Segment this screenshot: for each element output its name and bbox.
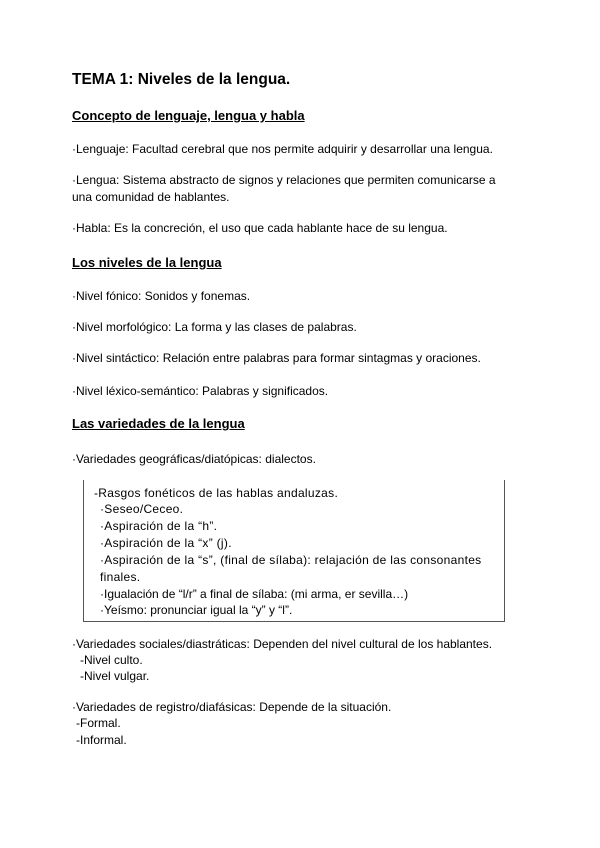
section-heading-concepto: Concepto de lenguaje, lengua y habla bbox=[72, 108, 305, 123]
variedades-sociales: ·Variedades sociales/diastráticas: Dependen del nivel cultural de los hablantes. bbox=[72, 637, 493, 651]
registro-formal: -Formal. bbox=[76, 716, 121, 730]
rasgos-foneticos-box bbox=[83, 480, 505, 622]
box-item-yeismo: ·Yeísmo: pronunciar igual la “y” y “l”. bbox=[100, 603, 293, 617]
box-item-aspiracion-x: ·Aspiración de la “x” (j). bbox=[100, 536, 232, 550]
definition-habla: ·Habla: Es la concreción, el uso que cada hablante hace de su lengua. bbox=[72, 221, 448, 235]
box-item-igualacion: ·Igualación de “l/r” a final de sílaba: (mi arma, er sevilla…) bbox=[100, 587, 409, 601]
nivel-fonico: ·Nivel fónico: Sonidos y fonemas. bbox=[72, 289, 251, 303]
page-title: TEMA 1: Niveles de la lengua. bbox=[72, 71, 291, 88]
variedades-geograficas: ·Variedades geográficas/diatópicas: dialectos. bbox=[72, 452, 316, 466]
nivel-morfologico: ·Nivel morfológico: La forma y las clases de palabras. bbox=[72, 320, 357, 334]
definition-lengua: ·Lengua: Sistema abstracto de signos y relaciones que permiten comunicarse a una comunidad de hablantes. bbox=[72, 173, 496, 204]
definition-lenguaje: ·Lenguaje: Facultad cerebral que nos permite adquirir y desarrollar una lengua. bbox=[72, 142, 493, 156]
section-heading-variedades: Las variedades de la lengua bbox=[72, 416, 245, 431]
box-item-seseo: ·Seseo/Ceceo. bbox=[100, 502, 184, 516]
box-item-aspiracion-h: ·Aspiración de la “h”. bbox=[100, 519, 218, 533]
box-item-aspiracion-s: ·Aspiración de la “s”, (final de sílaba): relajación de las consonantes bbox=[100, 553, 482, 567]
nivel-sintactico: ·Nivel sintáctico: Relación entre palabras para formar sintagmas y oraciones. bbox=[72, 351, 481, 365]
nivel-culto: -Nivel culto. bbox=[80, 653, 143, 667]
box-item-finales: finales. bbox=[100, 570, 141, 584]
nivel-lexico-semantico: ·Nivel léxico-semántico: Palabras y significados. bbox=[72, 384, 329, 398]
box-heading: -Rasgos fonéticos de las hablas andaluzas. bbox=[94, 486, 339, 500]
variedades-registro: ·Variedades de registro/diafásicas: Depende de la situación. bbox=[72, 700, 392, 714]
section-heading-niveles: Los niveles de la lengua bbox=[72, 255, 222, 270]
registro-informal: -Informal. bbox=[76, 733, 127, 747]
nivel-vulgar: -Nivel vulgar. bbox=[80, 669, 150, 683]
